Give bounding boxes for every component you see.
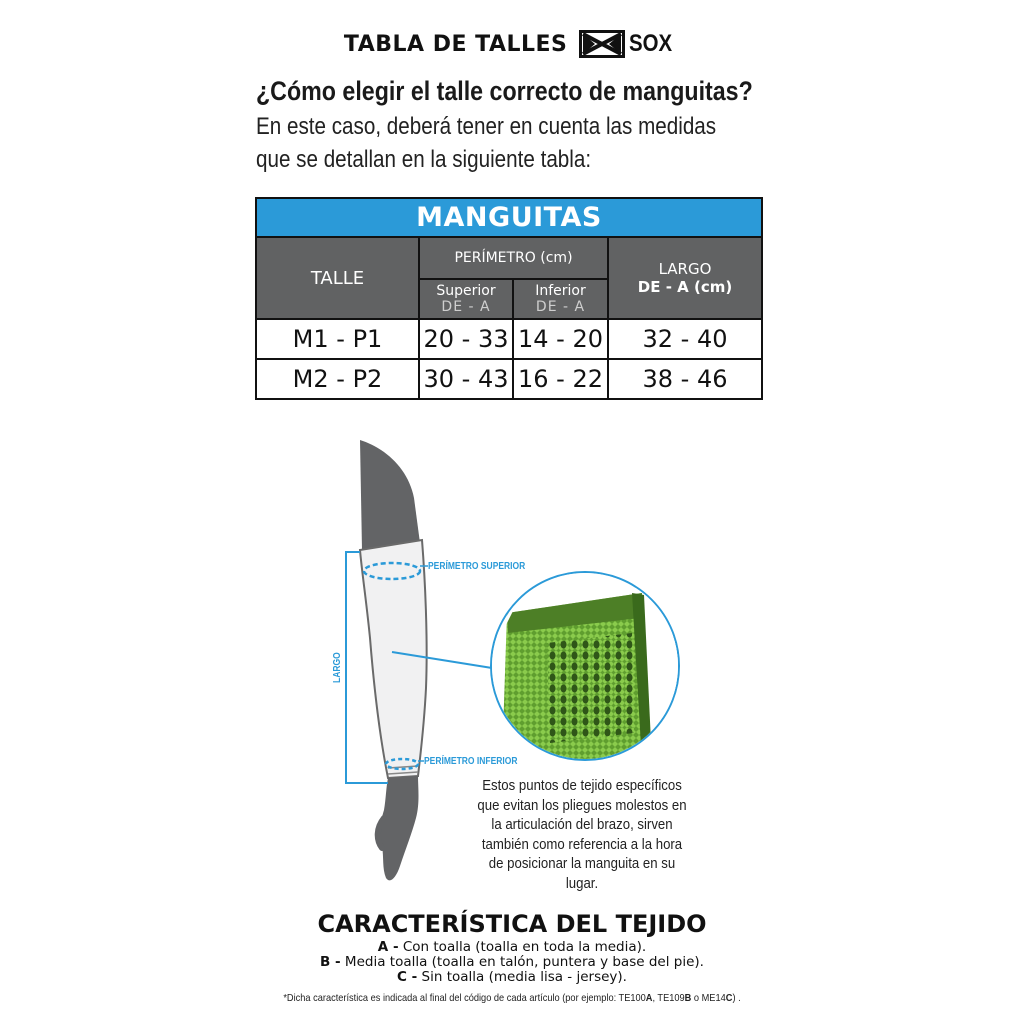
col-superior [420, 280, 512, 318]
hand-shape [380, 776, 419, 880]
row1-superior: 20 - 33 [423, 325, 509, 353]
intro-question: ¿Cómo elegir el talle correcto de manguitas? [256, 76, 753, 106]
row1-inferior: 14 - 20 [518, 325, 603, 353]
characteristics-title: CARACTERÍSTICA DEL TEJIDO [317, 910, 707, 938]
label-perimetro-superior: PERÍMETRO SUPERIOR [428, 561, 526, 572]
col-largo [609, 238, 761, 318]
col-superior-sub: DE - A [441, 299, 491, 315]
row1-largo: 32 - 40 [642, 325, 728, 353]
table-header [257, 199, 761, 238]
upper-arm-shape [360, 440, 420, 550]
row2-superior: 30 - 43 [423, 365, 509, 393]
footnote: *Dicha característica es indicada al final del código de cada artículo (por ejemplo: TE100A, TE109B o ME14C) . [283, 992, 741, 1004]
col-superior-label: Superior [436, 283, 496, 299]
sox-logo [579, 30, 680, 58]
col-inferior [514, 280, 607, 318]
table-title: MANGUITAS [416, 202, 602, 233]
row2-inferior: 16 - 22 [518, 365, 603, 393]
col-perimetro: PERÍMETRO (cm) [454, 250, 573, 266]
fabric-detail-circle [490, 571, 680, 761]
brand-name: SOX [629, 30, 673, 57]
sox-logo-icon [579, 30, 625, 58]
intro-text: En este caso, deberá tener en cuenta las medidas que se detallan en la siguiente tabla: [256, 113, 717, 173]
col-largo-sub: DE - A (cm) [637, 278, 733, 296]
col-talle: TALLE [310, 267, 365, 289]
col-inferior-label: Inferior [535, 283, 586, 299]
fabric-note: Estos puntos de tejido específicos que evitan los pliegues molestos en la articulación del brazo, sirven también como referencia a la hora de posicionar la manguita en su lugar. [477, 777, 687, 892]
row1-talle: M1 - P1 [292, 325, 383, 353]
col-largo-label: LARGO [658, 260, 712, 278]
fabric-texture [492, 573, 680, 761]
page-header [0, 26, 1024, 62]
row2-largo: 38 - 46 [642, 365, 728, 393]
page-title: TABLA DE TALLES [343, 31, 568, 57]
characteristic-c: C - Sin toalla (media lisa - jersey). [397, 969, 627, 985]
label-largo: LARGO [332, 652, 343, 683]
characteristic-a: A - Con toalla (toalla en toda la media). [377, 939, 647, 955]
col-inferior-sub: DE - A [535, 299, 586, 315]
size-table [255, 197, 763, 400]
characteristic-b: B - Media toalla (toalla en talón, puntera y base del pie). [320, 954, 704, 970]
row2-talle: M2 - P2 [292, 365, 383, 393]
label-perimetro-inferior: PERÍMETRO INFERIOR [424, 756, 518, 767]
